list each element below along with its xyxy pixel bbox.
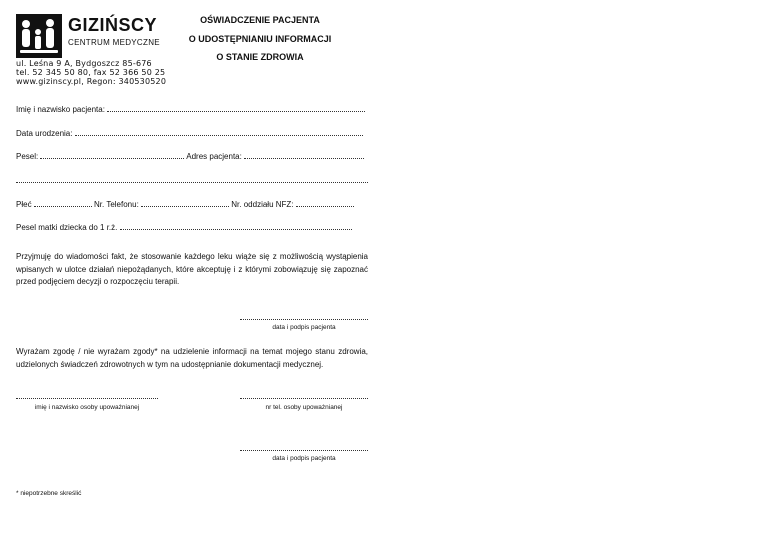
phone-line[interactable]: [141, 198, 229, 207]
brand-subtitle: CENTRUM MEDYCZNE: [68, 38, 160, 47]
authorized-person-label: imię i nazwisko osoby upoważnianej: [34, 404, 140, 411]
phone-fax-line: tel. 52 345 50 80, fax 52 366 50 25: [16, 68, 166, 77]
patient-signature-label-2: data i podpis pacjenta: [272, 455, 336, 462]
mother-pesel-label: Pesel matki dziecka do 1 r.ż.: [16, 223, 118, 232]
mother-pesel-field[interactable]: [16, 221, 352, 232]
statement-paragraph: Przyjmuję do wiadomości fakt, że stosowanie każdego leku wiąże się z możliwością wystąpienia wpisanych w ulotce działań niepożądanych, które akceptuję i z którymi zobowiązuję się zapoznać przed podjęciem decyzji o rozpoczęciu terapii.: [16, 252, 368, 286]
authorized-phone-label: nr tel. osoby upoważnianej: [265, 404, 343, 411]
pesel-address-row: [16, 150, 364, 161]
birth-date-field[interactable]: [16, 127, 363, 138]
document-title-line1: OŚWIADCZENIE PACJENTA: [200, 15, 320, 25]
address-label: Adres pacjenta:: [186, 152, 242, 161]
brand-name: GIZIŃSCY: [68, 15, 158, 35]
patient-name-label: Imię i nazwisko pacjenta:: [16, 105, 105, 114]
patient-signature-label-1: data i podpis pacjenta: [272, 324, 336, 331]
pesel-line[interactable]: [40, 150, 184, 159]
authorized-person-line[interactable]: [16, 397, 158, 399]
patient-signature-line-1[interactable]: [240, 318, 368, 320]
address-line: ul. Leśna 9 A, Bydgoszcz 85-676: [16, 59, 152, 68]
family-figures-logo-icon: [16, 14, 62, 58]
document-title-line3: O STANIE ZDROWIA: [216, 52, 304, 62]
sex-line[interactable]: [34, 198, 92, 207]
address-continuation-line[interactable]: [16, 174, 368, 183]
mother-pesel-line[interactable]: [120, 221, 352, 230]
footnote: * niepotrzebne skreślić: [16, 490, 82, 497]
patient-name-field[interactable]: [16, 103, 365, 114]
document-title-line2: O UDOSTĘPNIANIU INFORMACJI: [188, 34, 332, 44]
address-line[interactable]: [244, 150, 364, 159]
website-regon-line: www.gizinscy.pl, Regon: 340530520: [16, 77, 167, 86]
patient-signature-line-2[interactable]: [240, 449, 368, 451]
sex-label: Płeć: [16, 200, 32, 209]
nfz-label: Nr. oddziału NFZ:: [231, 200, 294, 209]
birth-date-line[interactable]: [75, 127, 363, 136]
address-continuation[interactable]: [16, 174, 368, 185]
consent-paragraph: Wyrażam zgodę / nie wyrażam zgody* na udzielenie informacji na temat mojego stanu zdrowia, udzielonych świadczeń zdrowotnych w tym na udostępnianie dokumentacji medycznej.: [16, 347, 368, 369]
authorized-phone-line[interactable]: [240, 397, 368, 399]
phone-label: Nr. Telefonu:: [94, 200, 139, 209]
pesel-label: Pesel:: [16, 152, 39, 161]
nfz-line[interactable]: [296, 198, 354, 207]
patient-name-line[interactable]: [107, 103, 365, 112]
sex-phone-nfz-row: [16, 198, 354, 209]
birth-date-label: Data urodzenia:: [16, 129, 73, 138]
